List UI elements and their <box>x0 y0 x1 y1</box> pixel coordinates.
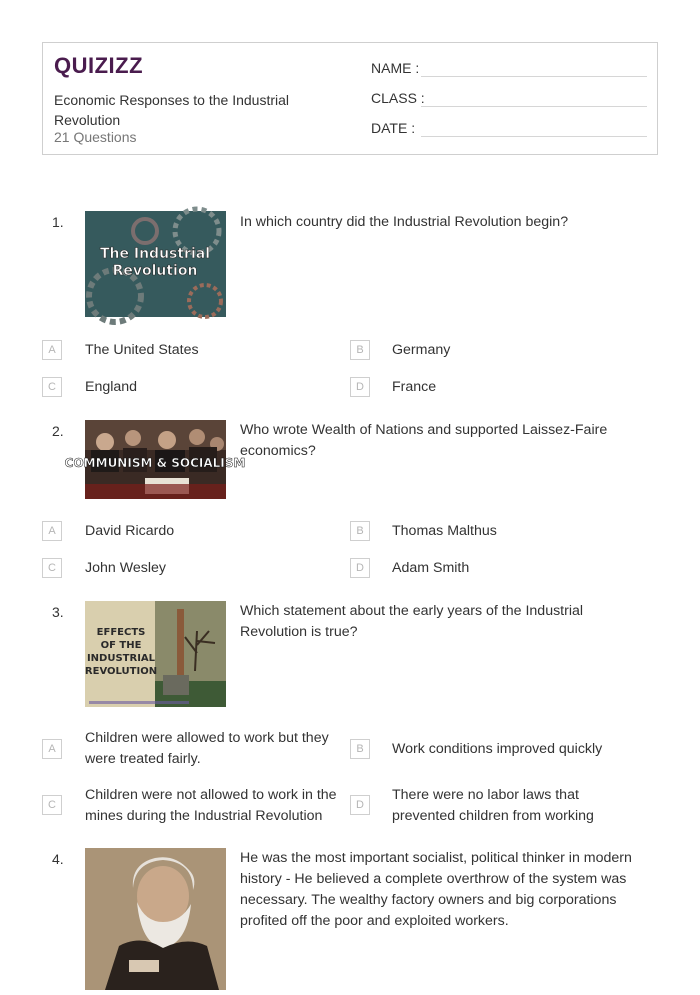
question-text: Who wrote Wealth of Nations and supported Laissez-Faire economics? <box>240 422 608 459</box>
option-d-letter[interactable]: D <box>350 377 370 397</box>
option-a-letter[interactable]: A <box>42 521 62 541</box>
question-number: 1. <box>52 214 64 230</box>
class-label: CLASS : <box>371 90 425 106</box>
question-text: Which statement about the early years of the Industrial Revolution is true? <box>240 603 584 640</box>
effects-of-industrial-revolution-image <box>85 601 226 707</box>
option-a-text[interactable]: Children were allowed to work but they were treated fairly. <box>85 730 329 767</box>
option-b-text[interactable]: Germany <box>392 342 451 358</box>
worksheet-header <box>42 42 658 155</box>
option-d-letter[interactable]: D <box>350 558 370 578</box>
class-field[interactable] <box>371 90 425 106</box>
date-line <box>421 136 647 137</box>
svg-text:EFFECTS: EFFECTS <box>96 627 146 638</box>
karl-marx-portrait-image <box>85 848 226 990</box>
svg-text:REVOLUTION: REVOLUTION <box>84 666 158 677</box>
quizizz-logo: QUIZIZZ <box>54 53 144 78</box>
option-c-text[interactable]: England <box>85 379 138 395</box>
name-label: NAME : <box>371 60 420 76</box>
option-c-text[interactable]: Children were not allowed to work in the mines during the Industrial Revolution <box>85 787 337 824</box>
option-c-text[interactable]: John Wesley <box>85 560 166 576</box>
svg-text:OF THE: OF THE <box>100 640 142 651</box>
industrial-revolution-image <box>85 211 226 317</box>
class-line <box>421 106 647 107</box>
question-text: He was the most important socialist, political thinker in modern history - He believed a complete overthrow of the system was necessary. The wealthy factory owners and big corporations profited off the poor and exploited workers. <box>240 850 632 929</box>
option-b-letter[interactable]: B <box>350 340 370 360</box>
svg-text:COMMUNISM & SOCIALISM: COMMUNISM & SOCIALISM <box>64 456 246 470</box>
option-b-letter[interactable]: B <box>350 521 370 541</box>
question-number: 4. <box>52 851 64 867</box>
option-a-letter[interactable]: A <box>42 739 62 759</box>
option-b-text[interactable]: Thomas Malthus <box>392 523 497 539</box>
option-c-letter[interactable]: C <box>42 377 62 397</box>
date-field[interactable] <box>371 120 415 136</box>
option-b-text[interactable]: Work conditions improved quickly <box>392 741 603 757</box>
option-c-letter[interactable]: C <box>42 795 62 815</box>
option-a-text[interactable]: David Ricardo <box>85 523 175 539</box>
worksheet-title: Economic Responses to the Industrial Revolution <box>54 92 290 128</box>
svg-text:INDUSTRIAL: INDUSTRIAL <box>86 653 156 664</box>
question-count: 21 Questions <box>54 129 137 145</box>
date-label: DATE : <box>371 120 416 136</box>
option-d-text[interactable]: France <box>392 379 437 395</box>
option-d-letter[interactable]: D <box>350 795 370 815</box>
option-a-text[interactable]: The United States <box>85 342 199 358</box>
svg-text:Revolution: Revolution <box>112 263 198 279</box>
option-d-text[interactable]: There were no labor laws that prevented children from working <box>392 787 594 824</box>
communism-socialism-image <box>64 420 246 499</box>
option-a-letter[interactable]: A <box>42 340 62 360</box>
svg-text:The Industrial: The Industrial <box>99 246 211 262</box>
question-number: 3. <box>52 604 64 620</box>
name-line <box>421 76 647 77</box>
question-number: 2. <box>52 423 64 439</box>
option-d-text[interactable]: Adam Smith <box>392 560 470 576</box>
option-b-letter[interactable]: B <box>350 739 370 759</box>
name-field[interactable] <box>371 60 419 76</box>
option-c-letter[interactable]: C <box>42 558 62 578</box>
question-text: In which country did the Industrial Revolution begin? <box>240 214 569 230</box>
